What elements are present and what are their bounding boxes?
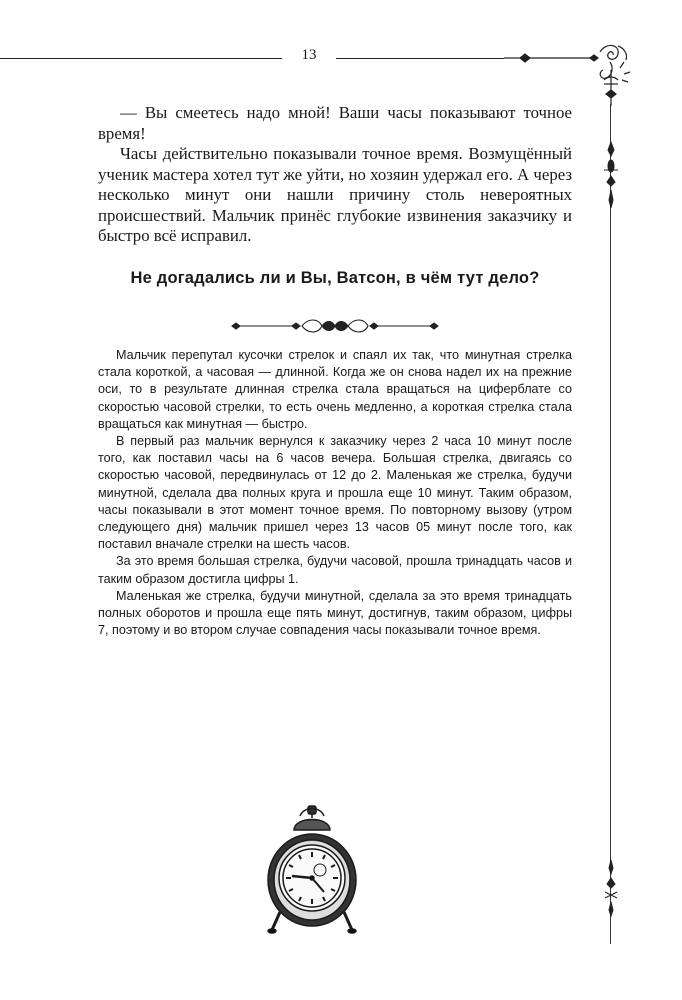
section-divider-ornament bbox=[230, 318, 440, 334]
story-paragraph: — Вы смеетесь надо мной! Ваши часы показывают точное время! bbox=[98, 103, 572, 143]
header-rule-left bbox=[0, 58, 282, 59]
story-paragraph: Часы действительно показывали точное время. Возмущённый ученик мастера хотел тут же уйти, но хозяин удержал его. А через несколько минут они нашли причину столь невероятных происшествий. Мальчик принёс глубокие извинения заказчику и быстро всё исправил. bbox=[98, 144, 572, 245]
border-ornament-top bbox=[600, 140, 622, 210]
story-text bbox=[98, 103, 572, 247]
answer-paragraph: За это время большая стрелка, будучи часовой, прошла тринадцать часов и таким образом достигла цифры 1. bbox=[98, 554, 572, 586]
answer-paragraph: Мальчик перепутал кусочки стрелок и спаял их так, что минутная стрелка стала короткой, а часовая — длинной. Когда же он снова надел их на прежние оси, то в результате длинная стрелка стала вращаться на циферблате со скоростью часовой стрелки, то есть очень медленно, а короткая стрелка стала вращаться как минутная — быстро. bbox=[98, 348, 572, 431]
answer-paragraph: В первый раз мальчик вернулся к заказчику через 2 часа 10 минут после того, как поставил часы на 6 часов вечера. Большая стрелка, двигаясь со скоростью часовой, передвинулась от 12 до 2. Маленькая же стрелка, будучи минутной, сделала два полных круга и прошла еще 10 минут. Таким образом, часы показывали в этот момент точное время. По повторному вызову (утром следующего дня) мальчик пришел через 13 часов 05 минут после того, как поставил вначале стрелки на шесть часов. bbox=[98, 434, 572, 552]
border-ornament-bottom bbox=[600, 858, 622, 918]
question-heading: Не догадались ли и Вы, Ватсон, в чём тут дело? bbox=[130, 269, 540, 287]
alarm-clock-illustration bbox=[262, 800, 362, 935]
answer-text bbox=[98, 347, 572, 639]
header-rule-right bbox=[336, 58, 504, 59]
corner-flourish-ornament bbox=[500, 40, 640, 110]
page-number: 13 bbox=[301, 47, 317, 63]
answer-paragraph: Маленькая же стрелка, будучи минутной, сделала за это время тринадцать полных оборотов и прошла еще пять минут, достигнув, таким образом, цифры 7, поэтому и во втором случае совпадения часы показывали точное время. bbox=[98, 588, 572, 638]
right-border-line bbox=[610, 104, 611, 944]
